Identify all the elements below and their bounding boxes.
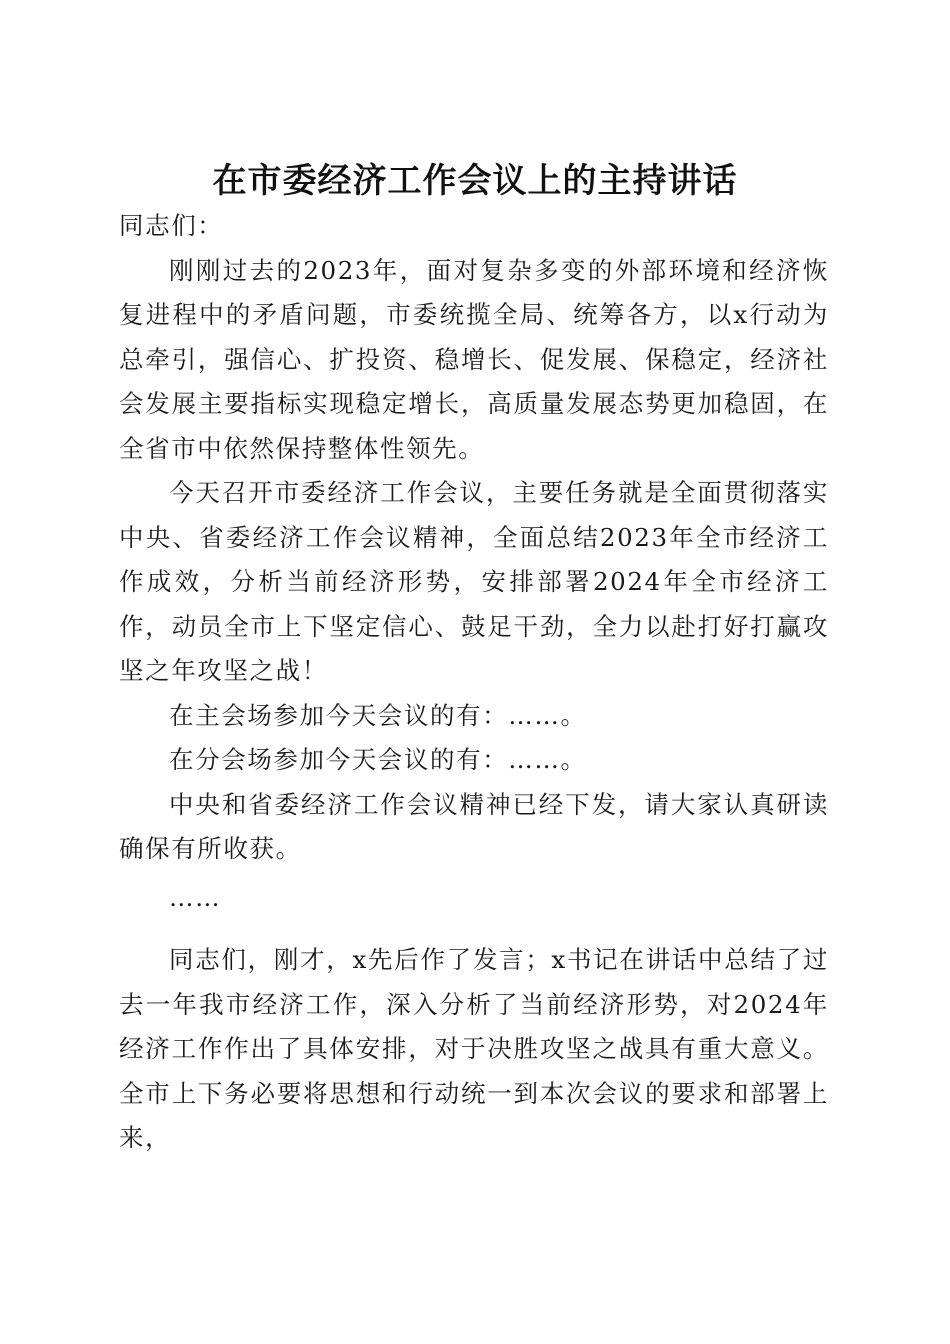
- document-title: 在市委经济工作会议上的主持讲话: [212, 160, 738, 201]
- paragraph-summary: 同志们，刚才，x先后作了发言；x书记在讲话中总结了过去一年我市经济工作，深入分析了当前经济形势，对2024年经济工作作出了具体安排，对于决胜攻坚之战具有重大意义。全市上下务必要将思想和行动统一到本次会议的要求和部署上来，: [119, 945, 829, 1152]
- paragraph-meeting-purpose: 今天召开市委经济工作会议，主要任务就是全面贯彻落实中央、省委经济工作会议精神，全面总结2023年全市经济工作成效，分析当前经济形势，安排部署2024年全市经济工作，动员全市上下坚定信心、鼓足干劲，全力以赴打好打赢攻坚之年攻坚之战！: [119, 478, 829, 685]
- salutation: 同志们：: [119, 211, 224, 240]
- paragraph-study-documents: 中央和省委经济工作会议精神已经下发，请大家认真研读确保有所收获。: [119, 789, 829, 863]
- document-body: [119, 204, 829, 1161]
- paragraph-branch-venue: 在分会场参加今天会议的有：……。: [169, 745, 587, 774]
- paragraph-main-venue: 在主会场参加今天会议的有：……。: [169, 700, 587, 730]
- paragraph-ellipsis: ……: [169, 882, 222, 912]
- paragraph-review-2023: 刚刚过去的2023年，面对复杂多变的外部环境和经济恢复进程中的矛盾问题，市委统揽全局、统筹各方，以x行动为总牵引，强信心、扩投资、稳增长、促发展、保稳定，经济社会发展主要指标实现稳定增长，高质量发展态势更加稳固，在全省市中依然保持整体性领先。: [119, 255, 829, 463]
